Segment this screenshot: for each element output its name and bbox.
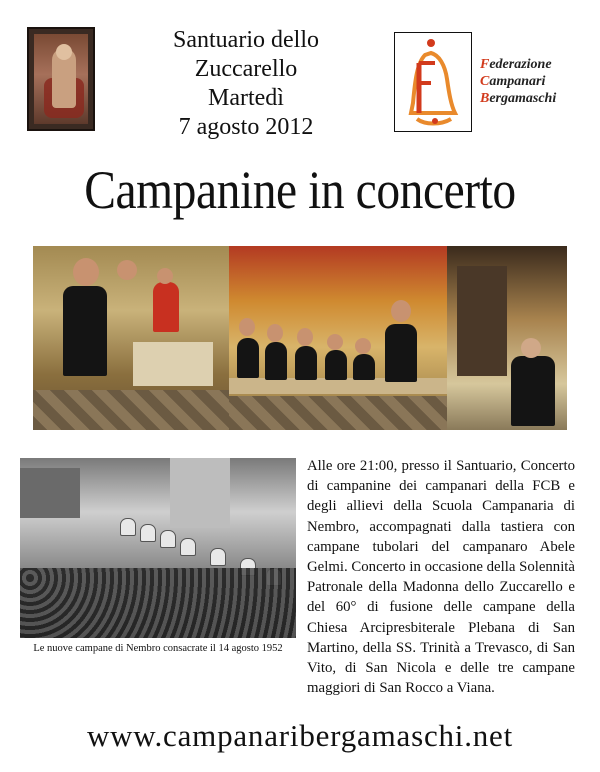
- header-weekday: Martedì: [208, 85, 284, 111]
- photo-boy-playing: [33, 246, 229, 430]
- fcb-logo-text: Federazione Campanari Bergamaschi: [480, 57, 557, 106]
- header-venue-line1: Santuario dello: [173, 27, 319, 53]
- photo-keyboard-player: [447, 246, 567, 430]
- bell-logo-icon: [395, 33, 471, 131]
- website-url: www.campanaribergamaschi.net: [86, 718, 514, 753]
- archival-bells-photo: [20, 458, 296, 638]
- photo-children-ensemble: [229, 246, 447, 430]
- page-title: Campanine in concerto: [84, 160, 516, 220]
- photo-caption: Le nuove campane di Nembro consacrate il 14 agosto 1952: [33, 643, 283, 654]
- header-date: 7 agosto 2012: [178, 114, 314, 140]
- header-venue-line2: Zuccarello: [194, 56, 298, 82]
- event-header: [120, 26, 372, 142]
- fcb-logo: [394, 32, 472, 132]
- event-description: Alle ore 21:00, presso il Santuario, Concerto di campanine dei campanari della FCB e degli allievi della Scuola Campanaria di Nembro, accompagnati dalla tastiera con campane tubolari del campanaro Abele Gelmi. Concerto in occasione della Solennità Patronale della Madonna dello Zuccarello e del 60° di fusione delle campane della Chiesa Arcipresbiterale Plebana di San Martino, della SS. Trinità a Trevasco, di San Vito, di San Nicola e delle tre campane maggiori di San Rocco a Viana.: [307, 458, 575, 697]
- santuario-icon-image: [27, 27, 95, 131]
